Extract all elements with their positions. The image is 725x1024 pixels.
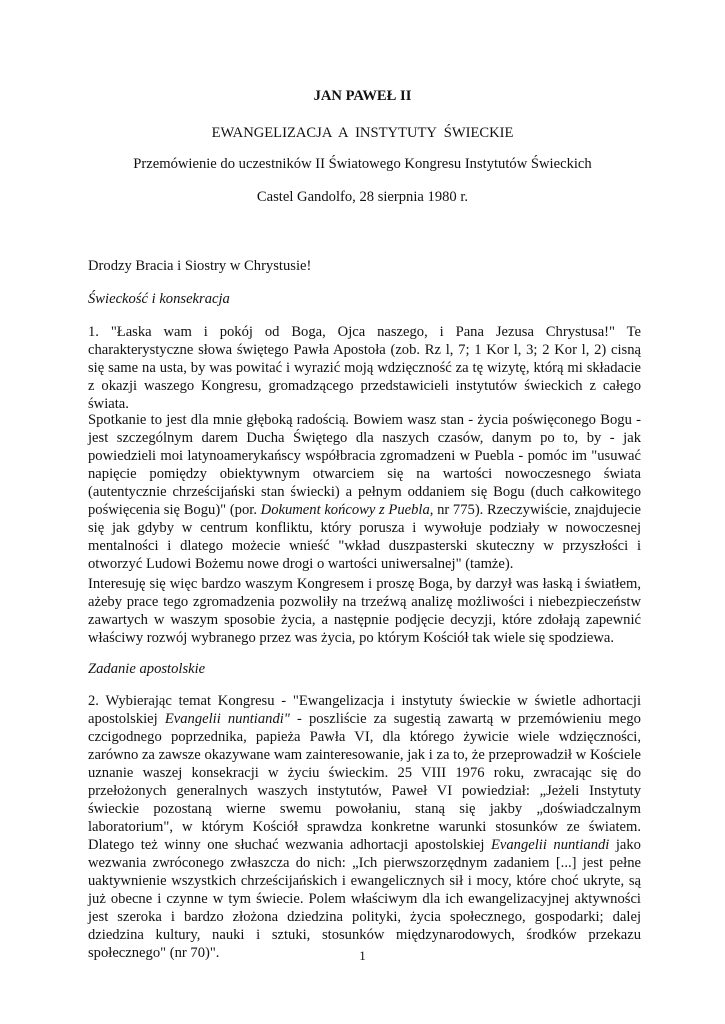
section-heading-2: Zadanie apostolskie <box>88 661 206 677</box>
paragraph-1 <box>88 323 641 413</box>
paragraph-4-citation-1: Evangelii nuntiandi" <box>164 711 290 727</box>
paragraph-2 <box>88 411 641 573</box>
paragraph-2-citation: Dokument końcowy z Puebla, <box>260 502 434 518</box>
paragraph-2-part-a: Spotkanie to jest dla mnie głęboką radością. Bowiem wasz stan - życia poświęconego Bogu - jest szczególnym darem Ducha Świętego dla naszych czasów, danym po to, by - jak powiedzieli moi latynoamerykańscy współbracia zgromadzeni w Puebla - pomóc im "usuwać napięcie pomiędzy obiektywnym otwarciem się na wartości nowoczesnego świata (autentycznie chrześcijański stan świecki) a pełnym oddaniem się Bogu (duch całkowitego poświęcenia się Bogu)" (por. <box>88 412 641 518</box>
paragraph-2-part-b: nr 775). Rzeczywiście, znajdujecie się jak gdyby w centrum konfliktu, który porusza i wywołuje podziały w nowoczesnej mentalności i dlatego możecie wnieść "wkład duszpasterski skuteczny w przyszłości i otworzyć Ludowi Bożemu nowe drogi o wartości uniwersalnej" (tamże). <box>88 502 641 572</box>
document-subtitle: Przemówienie do uczestników II Światowego Kongresu Instytutów Świeckich <box>133 156 592 172</box>
paragraph-2-text <box>88 411 641 573</box>
page-number: 1 <box>359 948 366 963</box>
document-title: EWANGELIZACJA A INSTYTUTY ŚWIECKIE <box>211 125 514 141</box>
paragraph-3-text: Interesuję się więc bardzo waszym Kongresem i proszę Boga, by darzył was łaską i światłem, ażeby prace tego zgromadzenia pozwoliły na trzeźwą analizę możliwości i niebezpieczeństw zawartych w waszym sposobie życia, a następnie podjęcie decyzji, które zdołają zapewnić właściwy rozwój wybranego przez was życia, po którym Kościół tak wiele się spodziewa. <box>88 576 641 646</box>
author-heading: JAN PAWEŁ II <box>313 88 412 104</box>
paragraph-4-text <box>88 692 641 962</box>
place-date: Castel Gandolfo, 28 sierpnia 1980 r. <box>256 189 469 205</box>
paragraph-1-text: 1. "Łaska wam i pokój od Boga, Ojca naszego, i Pana Jezusa Chrystusa!" Te charakterystyczne słowa świętego Pawła Apostoła (zob. Rz l, 7; 1 Kor l, 3; 2 Kor l, 2) cisną się same na usta, by was powitać i wyrazić moją wdzięczność za tę wizytę, którą mi składacie z okazji waszego Kongresu, gromadzącego przedstawicieli instytutów świeckich z całego świata. <box>88 324 641 412</box>
paragraph-4 <box>88 692 641 962</box>
paragraph-4-part-b: - poszliście za sugestią zawartą w przemówieniu mego czcigodnego poprzednika, papieża Pawła VI, dla którego żywicie wiele wdzięczności, zarówno za zawsze okazywane wam zainteresowanie, jak i za to, że przeprowadził w Kościele uznanie waszej konsekracji w życiu świeckim. 25 VIII 1976 roku, zwracając się do przełożonych generalnych waszych instytutów, Paweł VI powiedział: „Jeżeli Instytuty świeckie pozostaną wierne swemu powołaniu, staną się jakby „doświadczalnym laboratorium", w którym Kościół sprawdza konkretne warunki stosunków ze światem. Dlatego też winny one słuchać wezwania adhortacji apostolskiej <box>88 711 641 853</box>
greeting: Drodzy Bracia i Siostry w Chrystusie! <box>88 258 312 274</box>
paragraph-4-citation-2: Evangelii nuntiandi <box>490 837 610 853</box>
section-heading-1: Świeckość i konsekracja <box>88 291 230 307</box>
paragraph-4-part-c: jako wezwania zwróconego zwłaszcza do nich: „Ich pierwszorzędnym zadaniem [...] jest pełne uaktywnienie wszystkich chrześcijańskich i ewangelicznych sił i mocy, które choć ukryte, są już obecne i czynne w tym świecie. Polem właściwym dla ich ewangelizacyjnej aktywności jest szeroka i bardzo złożona dziedzina polityki, życia społecznego, gospodarki; dalej dziedzina kultury, nauki i sztuki, stosunków międzynarodowych, środków przekazu społecznego" (nr 70)". <box>88 837 641 961</box>
paragraph-3 <box>88 575 641 647</box>
paragraph-4-part-a: 2. Wybierając temat Kongresu - "Ewangelizacja i instytuty świeckie w świetle adhortacji apostolskiej <box>88 693 641 727</box>
